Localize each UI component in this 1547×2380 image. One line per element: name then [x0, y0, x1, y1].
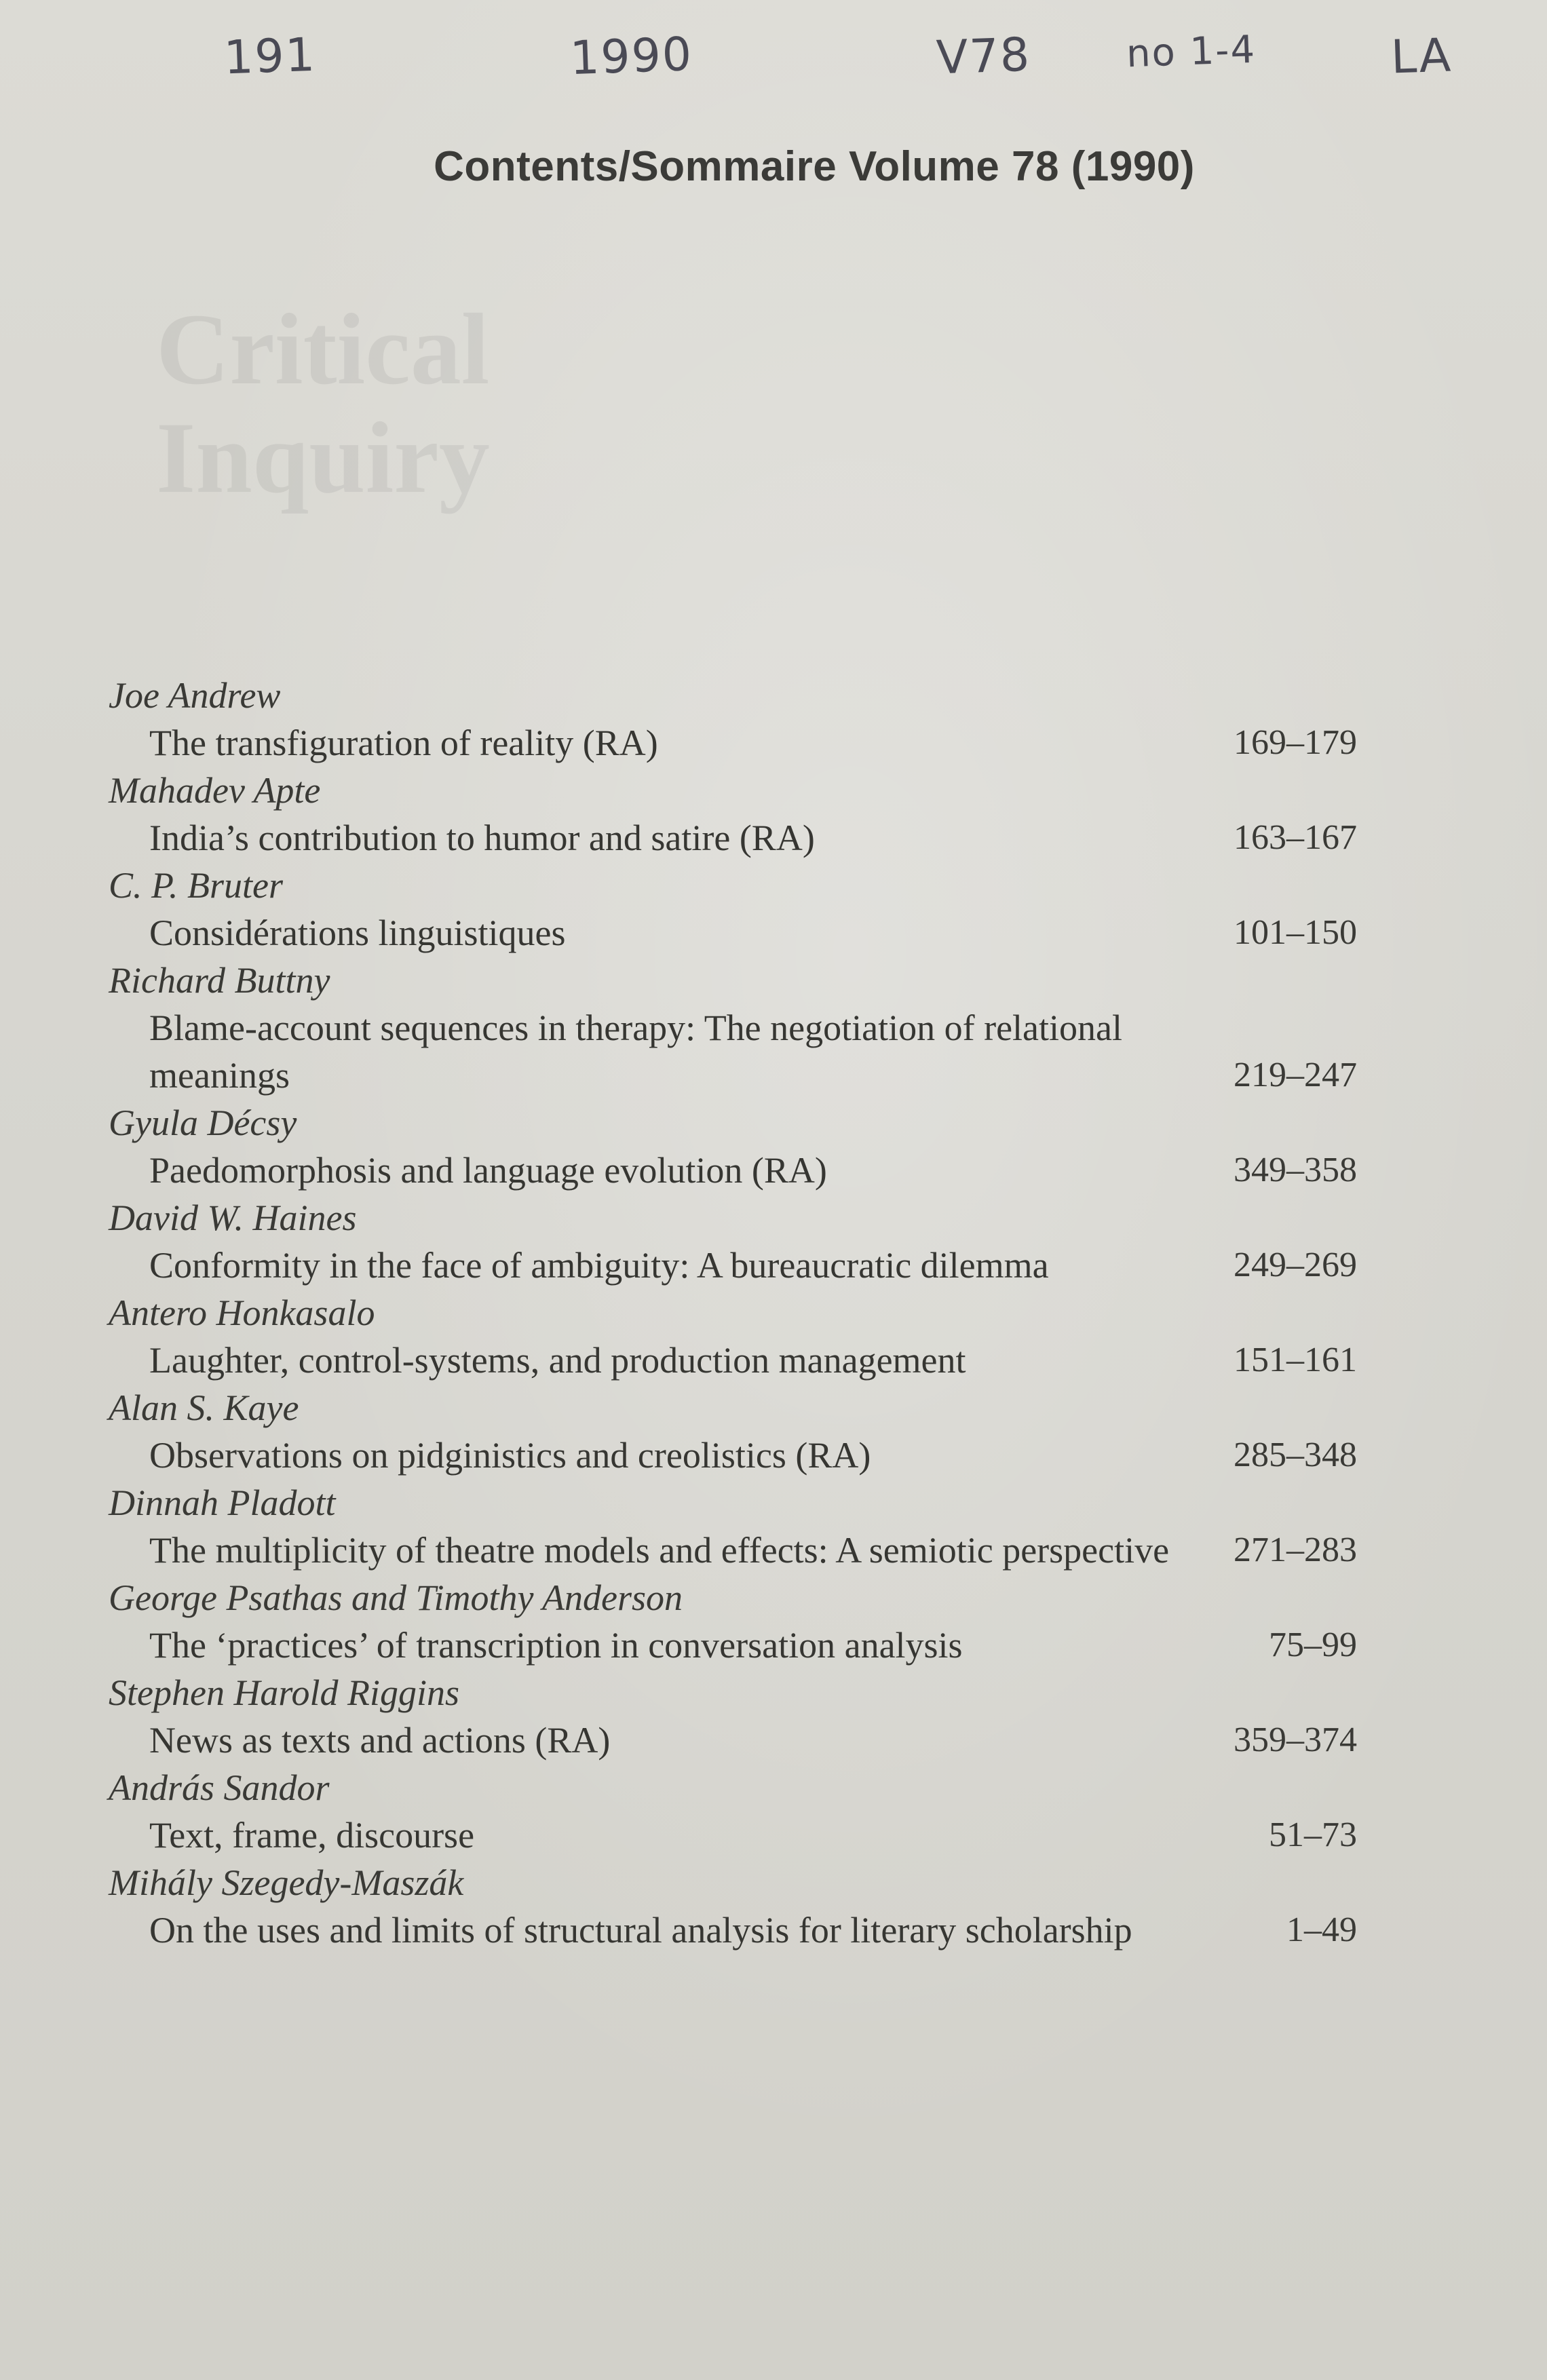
handwritten-note: no 1-4	[1125, 27, 1257, 77]
handwritten-note: LA	[1390, 28, 1453, 85]
toc-entry	[109, 1859, 1357, 1954]
toc-entry	[109, 1764, 1357, 1859]
toc-article-title: Paedomorphosis and language evolution (RA)	[149, 1150, 827, 1191]
toc-article[interactable]	[109, 1432, 1357, 1479]
toc-article[interactable]	[109, 1337, 1357, 1384]
toc-article[interactable]	[109, 1527, 1357, 1574]
toc-article-title: Text, frame, discourse	[149, 1815, 475, 1856]
toc-author: Gyula Décsy	[109, 1102, 297, 1143]
toc-page-range: 163–167	[1234, 818, 1357, 857]
toc-article-title: Blame-account sequences in therapy: The negotiation of relational meanings	[149, 1007, 1122, 1096]
toc-author: Stephen Harold Riggins	[109, 1672, 459, 1713]
toc-article[interactable]	[109, 1621, 1357, 1669]
toc-article[interactable]	[109, 1004, 1357, 1099]
bleed-through-shadow: Critical	[156, 293, 490, 406]
toc-author: Joe Andrew	[109, 675, 281, 716]
toc-article[interactable]	[109, 1811, 1357, 1859]
handwritten-call-number	[0, 27, 1547, 111]
toc-entry	[109, 1479, 1357, 1574]
toc-article[interactable]	[109, 1242, 1357, 1289]
toc-page-range: 349–358	[1234, 1151, 1357, 1189]
toc-article[interactable]	[109, 909, 1357, 957]
toc-author: Richard Buttny	[109, 960, 330, 1001]
toc-author: David W. Haines	[109, 1197, 357, 1238]
toc-entry	[109, 957, 1357, 1099]
toc-page-range: 1–49	[1286, 1911, 1357, 1949]
page-title: Contents/Sommaire Volume 78 (1990)	[434, 143, 1195, 190]
handwritten-note: 191	[223, 28, 318, 85]
toc-page-range: 219–247	[1234, 1056, 1357, 1094]
toc-page-range: 285–348	[1234, 1436, 1357, 1474]
toc-article[interactable]	[109, 1906, 1357, 1954]
toc-author: Alan S. Kaye	[109, 1387, 299, 1428]
table-of-contents	[109, 672, 1357, 1954]
toc-page-range: 75–99	[1269, 1626, 1357, 1664]
toc-page-range: 359–374	[1234, 1721, 1357, 1759]
toc-page-range: 271–283	[1234, 1531, 1357, 1569]
toc-article-title: The ‘practices’ of transcription in conversation analysis	[149, 1625, 963, 1666]
toc-author: Antero Honkasalo	[109, 1292, 375, 1333]
toc-article-title: Conformity in the face of ambiguity: A bureaucratic dilemma	[149, 1245, 1049, 1286]
toc-entry	[109, 1099, 1357, 1194]
toc-article-title: On the uses and limits of structural analysis for literary scholarship	[149, 1910, 1132, 1951]
toc-article-title: Observations on pidginistics and creolistics (RA)	[149, 1435, 871, 1476]
toc-page-range: 101–150	[1234, 913, 1357, 952]
toc-entry	[109, 862, 1357, 957]
toc-article-title: The multiplicity of theatre models and effects: A semiotic perspective	[149, 1530, 1170, 1571]
toc-entry	[109, 767, 1357, 862]
toc-entry	[109, 1669, 1357, 1764]
toc-author: George Psathas and Timothy Anderson	[109, 1577, 683, 1618]
toc-page-range: 169–179	[1234, 723, 1357, 762]
toc-page-range: 249–269	[1234, 1246, 1357, 1284]
bleed-through-shadow: Inquiry	[156, 402, 490, 514]
handwritten-note: V78	[935, 28, 1032, 85]
toc-article-title: The transfiguration of reality (RA)	[149, 723, 658, 763]
toc-author: Mahadev Apte	[109, 770, 321, 811]
toc-author: C. P. Bruter	[109, 865, 284, 906]
toc-entry	[109, 1574, 1357, 1669]
toc-entry	[109, 1289, 1357, 1384]
toc-article[interactable]	[109, 719, 1357, 767]
toc-article[interactable]	[109, 1147, 1357, 1194]
toc-article-title: Considérations linguistiques	[149, 913, 566, 953]
toc-article[interactable]	[109, 1716, 1357, 1764]
toc-article-title: News as texts and actions (RA)	[149, 1720, 611, 1761]
toc-author: Mihály Szegedy-Maszák	[109, 1862, 464, 1903]
toc-entry	[109, 672, 1357, 767]
toc-article-title: India’s contribution to humor and satire (RA)	[149, 818, 815, 858]
toc-article[interactable]	[109, 814, 1357, 862]
toc-page-range: 151–161	[1234, 1341, 1357, 1379]
toc-page-range: 51–73	[1269, 1816, 1357, 1854]
toc-author: András Sandor	[109, 1767, 330, 1808]
toc-author: Dinnah Pladott	[109, 1482, 336, 1523]
toc-entry	[109, 1384, 1357, 1479]
toc-article-title: Laughter, control-systems, and production management	[149, 1340, 966, 1381]
handwritten-note: 1990	[569, 27, 694, 86]
toc-entry	[109, 1194, 1357, 1289]
